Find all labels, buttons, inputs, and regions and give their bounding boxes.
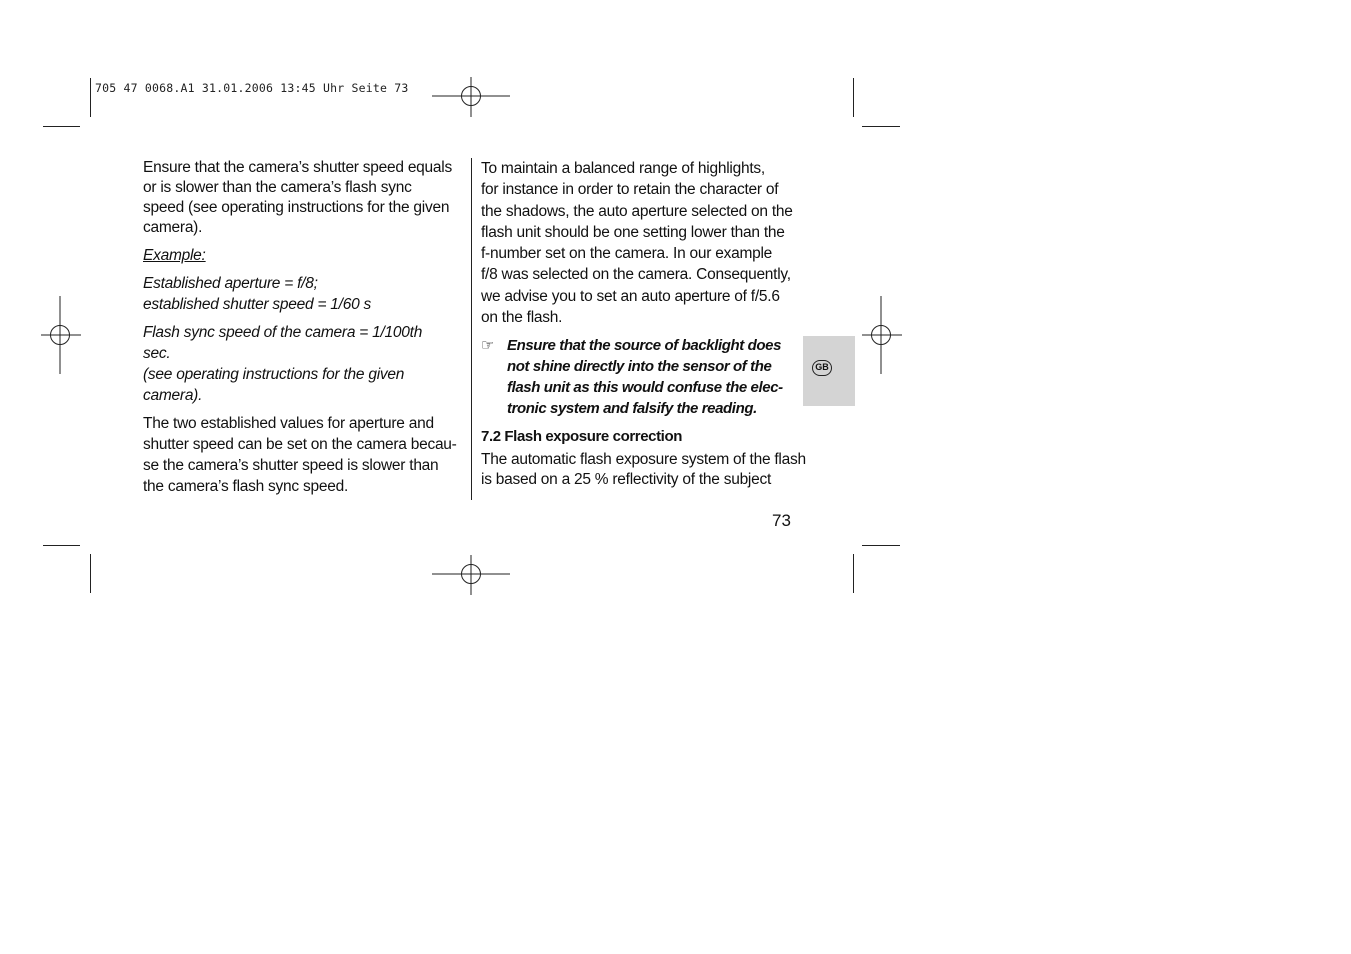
example-label: Example: bbox=[143, 247, 206, 264]
crop-mark-bottom-right-h bbox=[862, 545, 900, 546]
example-flash-sync: Flash sync speed of the camera = 1/100th sec. (see operating instructions for the given camera). bbox=[143, 324, 423, 404]
right-column bbox=[481, 158, 806, 490]
left-paragraph-1: Ensure that the camera’s shutter speed equals or is slower than the camera’s flash sync speed (see operating instructions for the given camera). bbox=[143, 159, 452, 236]
column-divider bbox=[471, 158, 472, 500]
page-number: 73 bbox=[772, 511, 791, 530]
crop-mark-bottom-left-v bbox=[90, 554, 91, 593]
crop-mark-top-left-v bbox=[90, 78, 91, 117]
left-paragraph-2: The two established values for aperture and shutter speed can be set on the camera becau- se the camera’s shutter speed is slower than the camera’s flash sync speed. bbox=[143, 415, 457, 495]
crop-mark-top-left-h bbox=[43, 126, 80, 127]
right-paragraph-2: The automatic flash exposure system of the flash is based on a 25 % reflectivity of the subject bbox=[481, 451, 806, 489]
section-heading: 7.2 Flash exposure correction bbox=[481, 428, 682, 446]
header-slug: 705 47 0068.A1 31.01.2006 13:45 Uhr Seite 73 bbox=[95, 81, 409, 95]
warning-note-text: Ensure that the source of backlight does not shine directly into the sensor of the flash unit as this would confuse the elec- tronic system and falsify the reading. bbox=[507, 337, 783, 418]
crop-mark-bottom-left-h bbox=[43, 545, 80, 546]
right-paragraph-1: To maintain a balanced range of highlights, for instance in order to retain the character of the shadows, the auto aperture selected on the flash unit should be one setting lower than the f-number set on the camera. In our example f/8 was selected on the camera. Consequently, we advise you to set an auto aperture of f/5.6 on the flash. bbox=[481, 160, 793, 327]
crop-mark-top-right-v bbox=[853, 78, 854, 117]
left-column bbox=[143, 158, 473, 497]
warning-note bbox=[481, 335, 801, 419]
language-badge: GB bbox=[812, 360, 832, 376]
crop-mark-top-right-h bbox=[862, 126, 900, 127]
registration-mark-bottom bbox=[432, 535, 512, 615]
example-values: Established aperture = f/8; established shutter speed = 1/60 s bbox=[143, 275, 372, 313]
pointing-hand-icon: ☞ bbox=[481, 337, 495, 355]
registration-mark-top bbox=[432, 57, 512, 137]
registration-mark-left bbox=[21, 296, 101, 376]
crop-mark-bottom-right-v bbox=[853, 554, 854, 593]
